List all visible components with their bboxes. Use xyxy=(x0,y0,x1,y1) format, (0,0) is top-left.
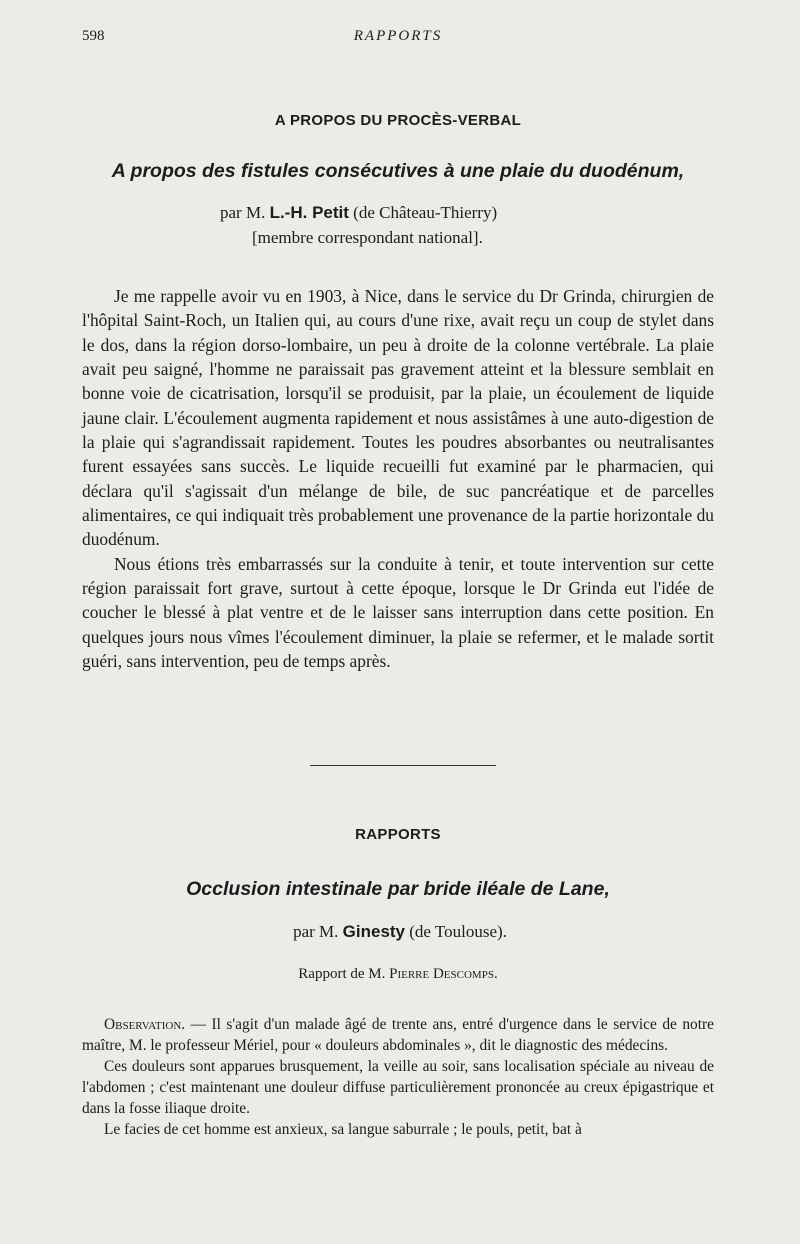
body-paragraph: Je me rappelle avoir vu en 1903, à Nice, dans le service du Dr Grinda, chirurgien de l'hôpital Saint-Roch, un Italien qui, au cours d'une rixe, avait reçu un coup de stylet dans le dos, dans la région dorso-lombaire, un peu à droite de la colonne vertébrale. La plaie avait peu saigné, l'homme ne paraissait pas gravement atteint et la blessure semblait en bonne voie de cicatrisation, lorsqu'il se produisit, par la plaie, un écoulement de liquide jaune clair. L'écoulement augmenta rapidement et nous assistâmes à une auto-digestion de la plaie qui s'agrandissait rapidement. Toutes les poudres absorbantes ou neutralisantes furent essayées sans succès. Le liquide recueilli fut examiné par le pharmacien, qui déclara qu'il s'agissait d'un mélange de bile, de suc pancréatique et de parcelles alimentaires, ce qui indiquait très probablement une provenance de la partie horizontale du duodénum. xyxy=(82,286,714,550)
observation-paragraph xyxy=(82,1014,714,1056)
byline-location: (de Château-Thierry) xyxy=(348,203,498,222)
article-title-fistules: A propos des fistules consécutives à une plaie du duodénum, xyxy=(111,160,685,182)
author-name: L.-H. Petit xyxy=(269,203,349,222)
section-heading-rapports: RAPPORTS xyxy=(355,826,441,843)
report-author: Pierre Descomps. xyxy=(389,966,498,982)
article-body-fistules xyxy=(82,284,714,674)
byline-location: (de Toulouse). xyxy=(405,922,507,941)
page-number: 598 xyxy=(82,28,105,44)
body-paragraph: Le facies de cet homme est anxieux, sa langue saburrale ; le pouls, petit, bat à xyxy=(104,1121,582,1138)
observation-body: — Il s'agit d'un malade âgé de trente ans, entré d'urgence dans le service de notre maître, M. le professeur Mériel, pour « douleurs abdominales », dit le diagnostic des médecins. xyxy=(82,1016,714,1054)
report-prefix: Rapport de M. xyxy=(298,966,390,982)
section-divider xyxy=(310,765,496,766)
observation-label: Observation. xyxy=(104,1016,186,1033)
article-title-occlusion: Occlusion intestinale par bride iléale de Lane, xyxy=(186,878,610,900)
running-head-title: RAPPORTS xyxy=(353,28,443,44)
byline-prefix: par M. xyxy=(293,922,343,941)
body-paragraph: Ces douleurs sont apparues brusquement, la veille au soir, sans localisation spéciale au niveau de l'abdomen ; c'est maintenant une douleur diffuse particulièrement prononcée au creux épigastrique et dans la fosse iliaque droite. xyxy=(82,1058,714,1117)
byline-prefix: par M. xyxy=(220,203,270,222)
running-head xyxy=(82,28,714,48)
body-paragraph: Nous étions très embarrassés sur la conduite à tenir, et toute intervention sur cette région paraissait fort grave, surtout à cette époque, lorsque le Dr Grinda eut l'idée de coucher le blessé à plat ventre et de le laisser sans interruption dans cette position. En quelques jours nous vîmes l'écoulement diminuer, la plaie se refermer, et le malade sortit guéri, sans intervention, peu de temps après. xyxy=(82,553,714,672)
section-heading-proces-verbal: A PROPOS DU PROCÈS-VERBAL xyxy=(274,112,522,129)
author-name: Ginesty xyxy=(342,922,406,941)
byline-ginesty xyxy=(0,922,800,942)
report-attribution xyxy=(82,966,714,983)
author-affiliation: [membre correspondant national]. xyxy=(252,228,483,247)
observation-text xyxy=(82,1014,714,1140)
byline-petit xyxy=(220,203,497,223)
